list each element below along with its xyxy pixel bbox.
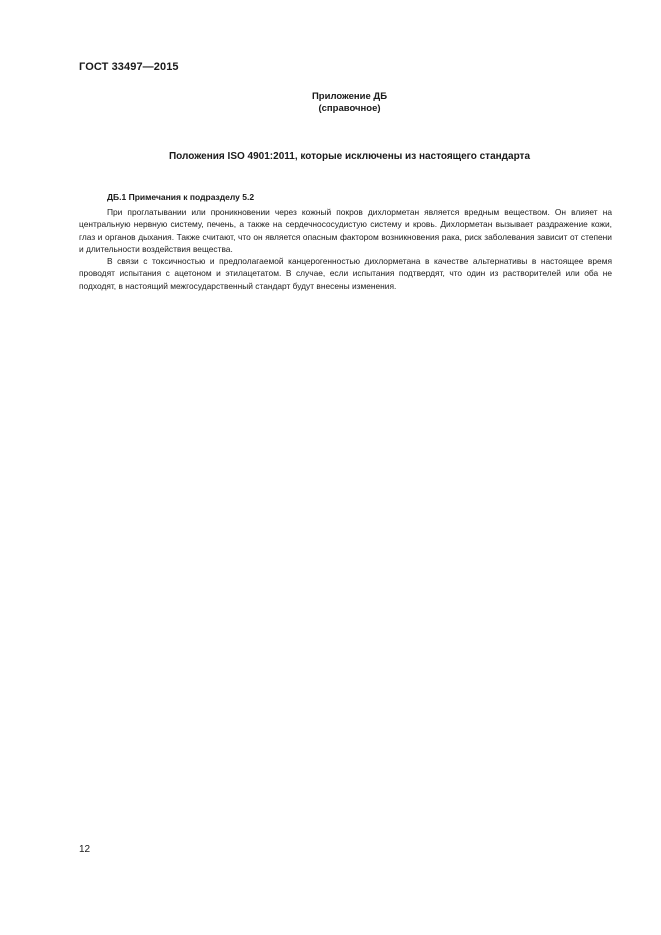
section-body — [79, 206, 612, 292]
appendix-block — [0, 91, 661, 115]
page-number: 12 — [79, 844, 91, 855]
standard-id-header: ГОСТ 33497—2015 — [79, 61, 179, 73]
paragraph: При проглатывании или проникновении через кожный покров дихлорметан является вредным веществом. Он влияет на центральную нервную систему, печень, а также на сердечнососудистую систему и кровь. Дихлорметан вызывает раздражение кожи, глаз и органов дыхания. Также считают, что он является опасным фактором возникновения рака, риск заболевания зависит от степени и длительности воздействия вещества. — [79, 207, 612, 254]
section-heading: ДБ.1 Примечания к подразделу 5.2 — [107, 192, 255, 202]
appendix-note: (справочное) — [318, 103, 381, 114]
paragraph: В связи с токсичностью и предполагаемой канцерогенностью дихлорметана в качестве альтернативы в настоящее время проводят испытания с ацетоном и этилацетатом. В случае, если испытания подтвердят, что один из растворителей или оба не подходят, в настоящий межгосударственный стандарт будут внесены изменения. — [79, 256, 612, 291]
appendix-title: Приложение ДБ — [311, 91, 388, 102]
document-title: Положения ISO 4901:2011, которые исключены из настоящего стандарта — [168, 151, 531, 162]
